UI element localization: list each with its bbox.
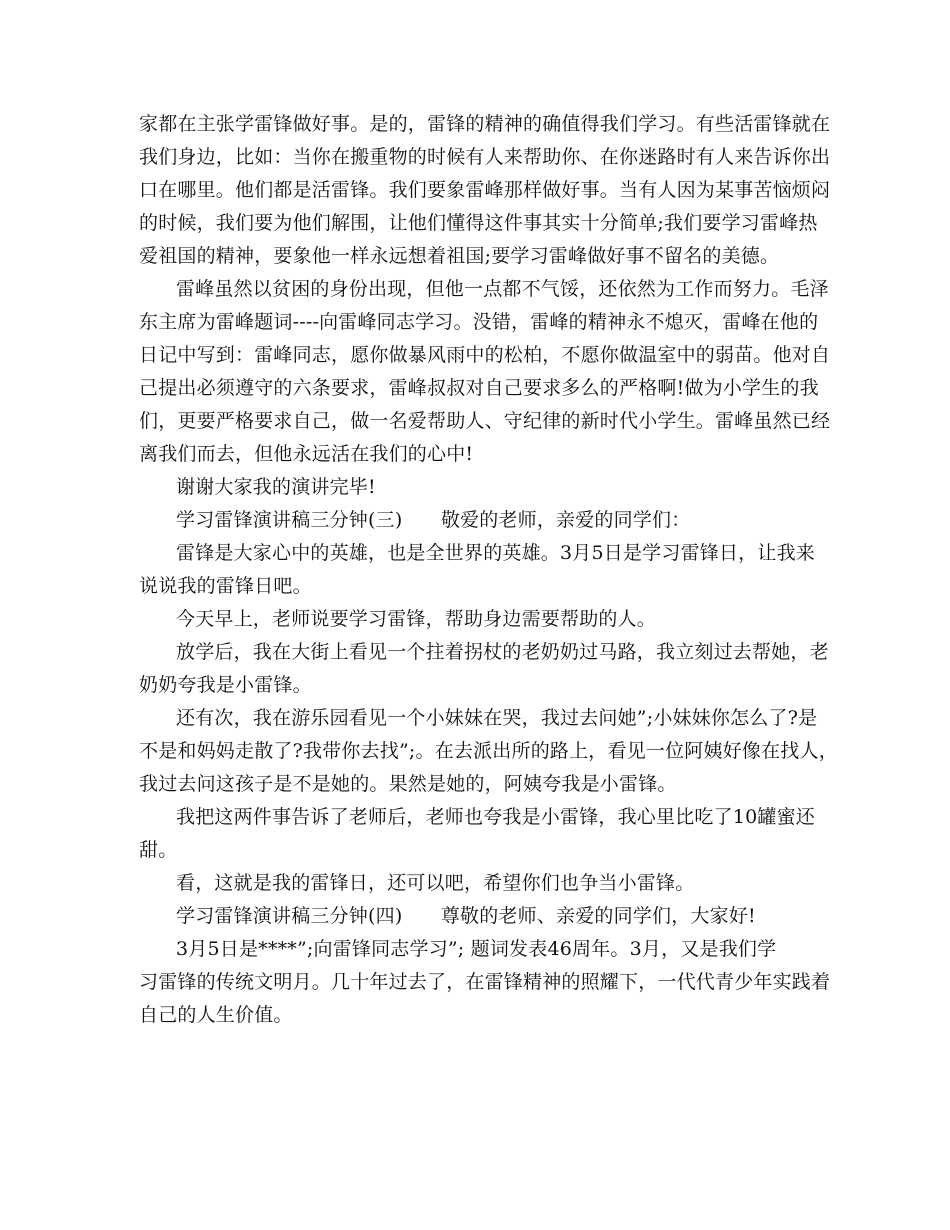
text-line: 日记中写到：雷峰同志，愿你做暴风雨中的松柏，不愿你做温室中的弱苗。他对自 bbox=[139, 344, 831, 366]
text-line: 爱祖国的精神，要象他一样永远想着祖国;要学习雷峰做好事不留名的美德。 bbox=[139, 245, 780, 267]
text-line: 3月5日是****”;向雷锋同志学习”; 题词发表46周年。3月，又是我们学 bbox=[176, 938, 777, 960]
section-heading: 学习雷锋演讲稿三分钟(四) 尊敬的老师、亲爱的同学们，大家好! bbox=[176, 905, 756, 927]
text-line: 放学后，我在大街上看见一个拄着拐杖的老奶奶过马路，我立刻过去帮她，老 bbox=[176, 641, 829, 663]
text-line: 的时候，我们要为他们解围，让他们懂得这件事其实十分简单;我们要学习雷峰热 bbox=[139, 212, 818, 234]
text-line: 说说我的雷锋日吧。 bbox=[139, 575, 312, 597]
text-line: 口在哪里。他们都是活雷锋。我们要象雷峰那样做好事。当有人因为某事苦恼烦闷 bbox=[139, 179, 831, 201]
text-line: 己提出必须遵守的六条要求，雷峰叔叔对自己要求多么的严格啊!做为小学生的我 bbox=[139, 377, 819, 399]
text-line: 谢谢大家我的演讲完毕! bbox=[176, 476, 376, 498]
text-line: 东主席为雷峰题词----向雷峰同志学习。没错，雷峰的精神永不熄灭，雷峰在他的 bbox=[139, 311, 819, 333]
section-heading: 学习雷锋演讲稿三分钟(三) 敬爱的老师，亲爱的同学们： bbox=[176, 509, 691, 531]
text-line: 甜。 bbox=[139, 839, 178, 861]
text-line: 我把这两件事告诉了老师后，老师也夸我是小雷锋，我心里比吃了10罐蜜还 bbox=[176, 806, 815, 828]
text-line: 雷锋是大家心中的英雄，也是全世界的英雄。3月5日是学习雷锋日，让我来 bbox=[176, 542, 815, 564]
text-line: 自己的人生价值。 bbox=[139, 1004, 293, 1026]
text-line: 奶奶夸我是小雷锋。 bbox=[139, 674, 312, 696]
text-line: 们，更要严格要求自己，做一名爱帮助人、守纪律的新时代小学生。雷峰虽然已经 bbox=[139, 410, 831, 432]
text-line: 雷峰虽然以贫困的身份出现，但他一点都不气馁，还依然为工作而努力。毛泽 bbox=[176, 278, 829, 300]
text-line: 看，这就是我的雷锋日，还可以吧，希望你们也争当小雷锋。 bbox=[176, 872, 695, 894]
text-line: 不是和妈妈走散了?我带你去找”;。在去派出所的路上，看见一位阿姨好像在找人， bbox=[139, 740, 838, 762]
text-line: 我过去问这孩子是不是她的。果然是她的，阿姨夸我是小雷锋。 bbox=[139, 773, 677, 795]
text-line: 我们身边，比如：当你在搬重物的时候有人来帮助你、在你迷路时有人来告诉你出 bbox=[139, 146, 831, 168]
text-line: 离我们而去，但他永远活在我们的心中! bbox=[139, 443, 474, 465]
text-line: 习雷锋的传统文明月。几十年过去了，在雷锋精神的照耀下，一代代青少年实践着 bbox=[139, 971, 831, 993]
text-line: 家都在主张学雷锋做好事。是的，雷锋的精神的确值得我们学习。有些活雷锋就在 bbox=[139, 113, 831, 135]
text-line: 还有次，我在游乐园看见一个小妹妹在哭，我过去问她”;小妹妹你怎么了?是 bbox=[176, 707, 818, 729]
text-line: 今天早上，老师说要学习雷锋，帮助身边需要帮助的人。 bbox=[176, 608, 657, 630]
